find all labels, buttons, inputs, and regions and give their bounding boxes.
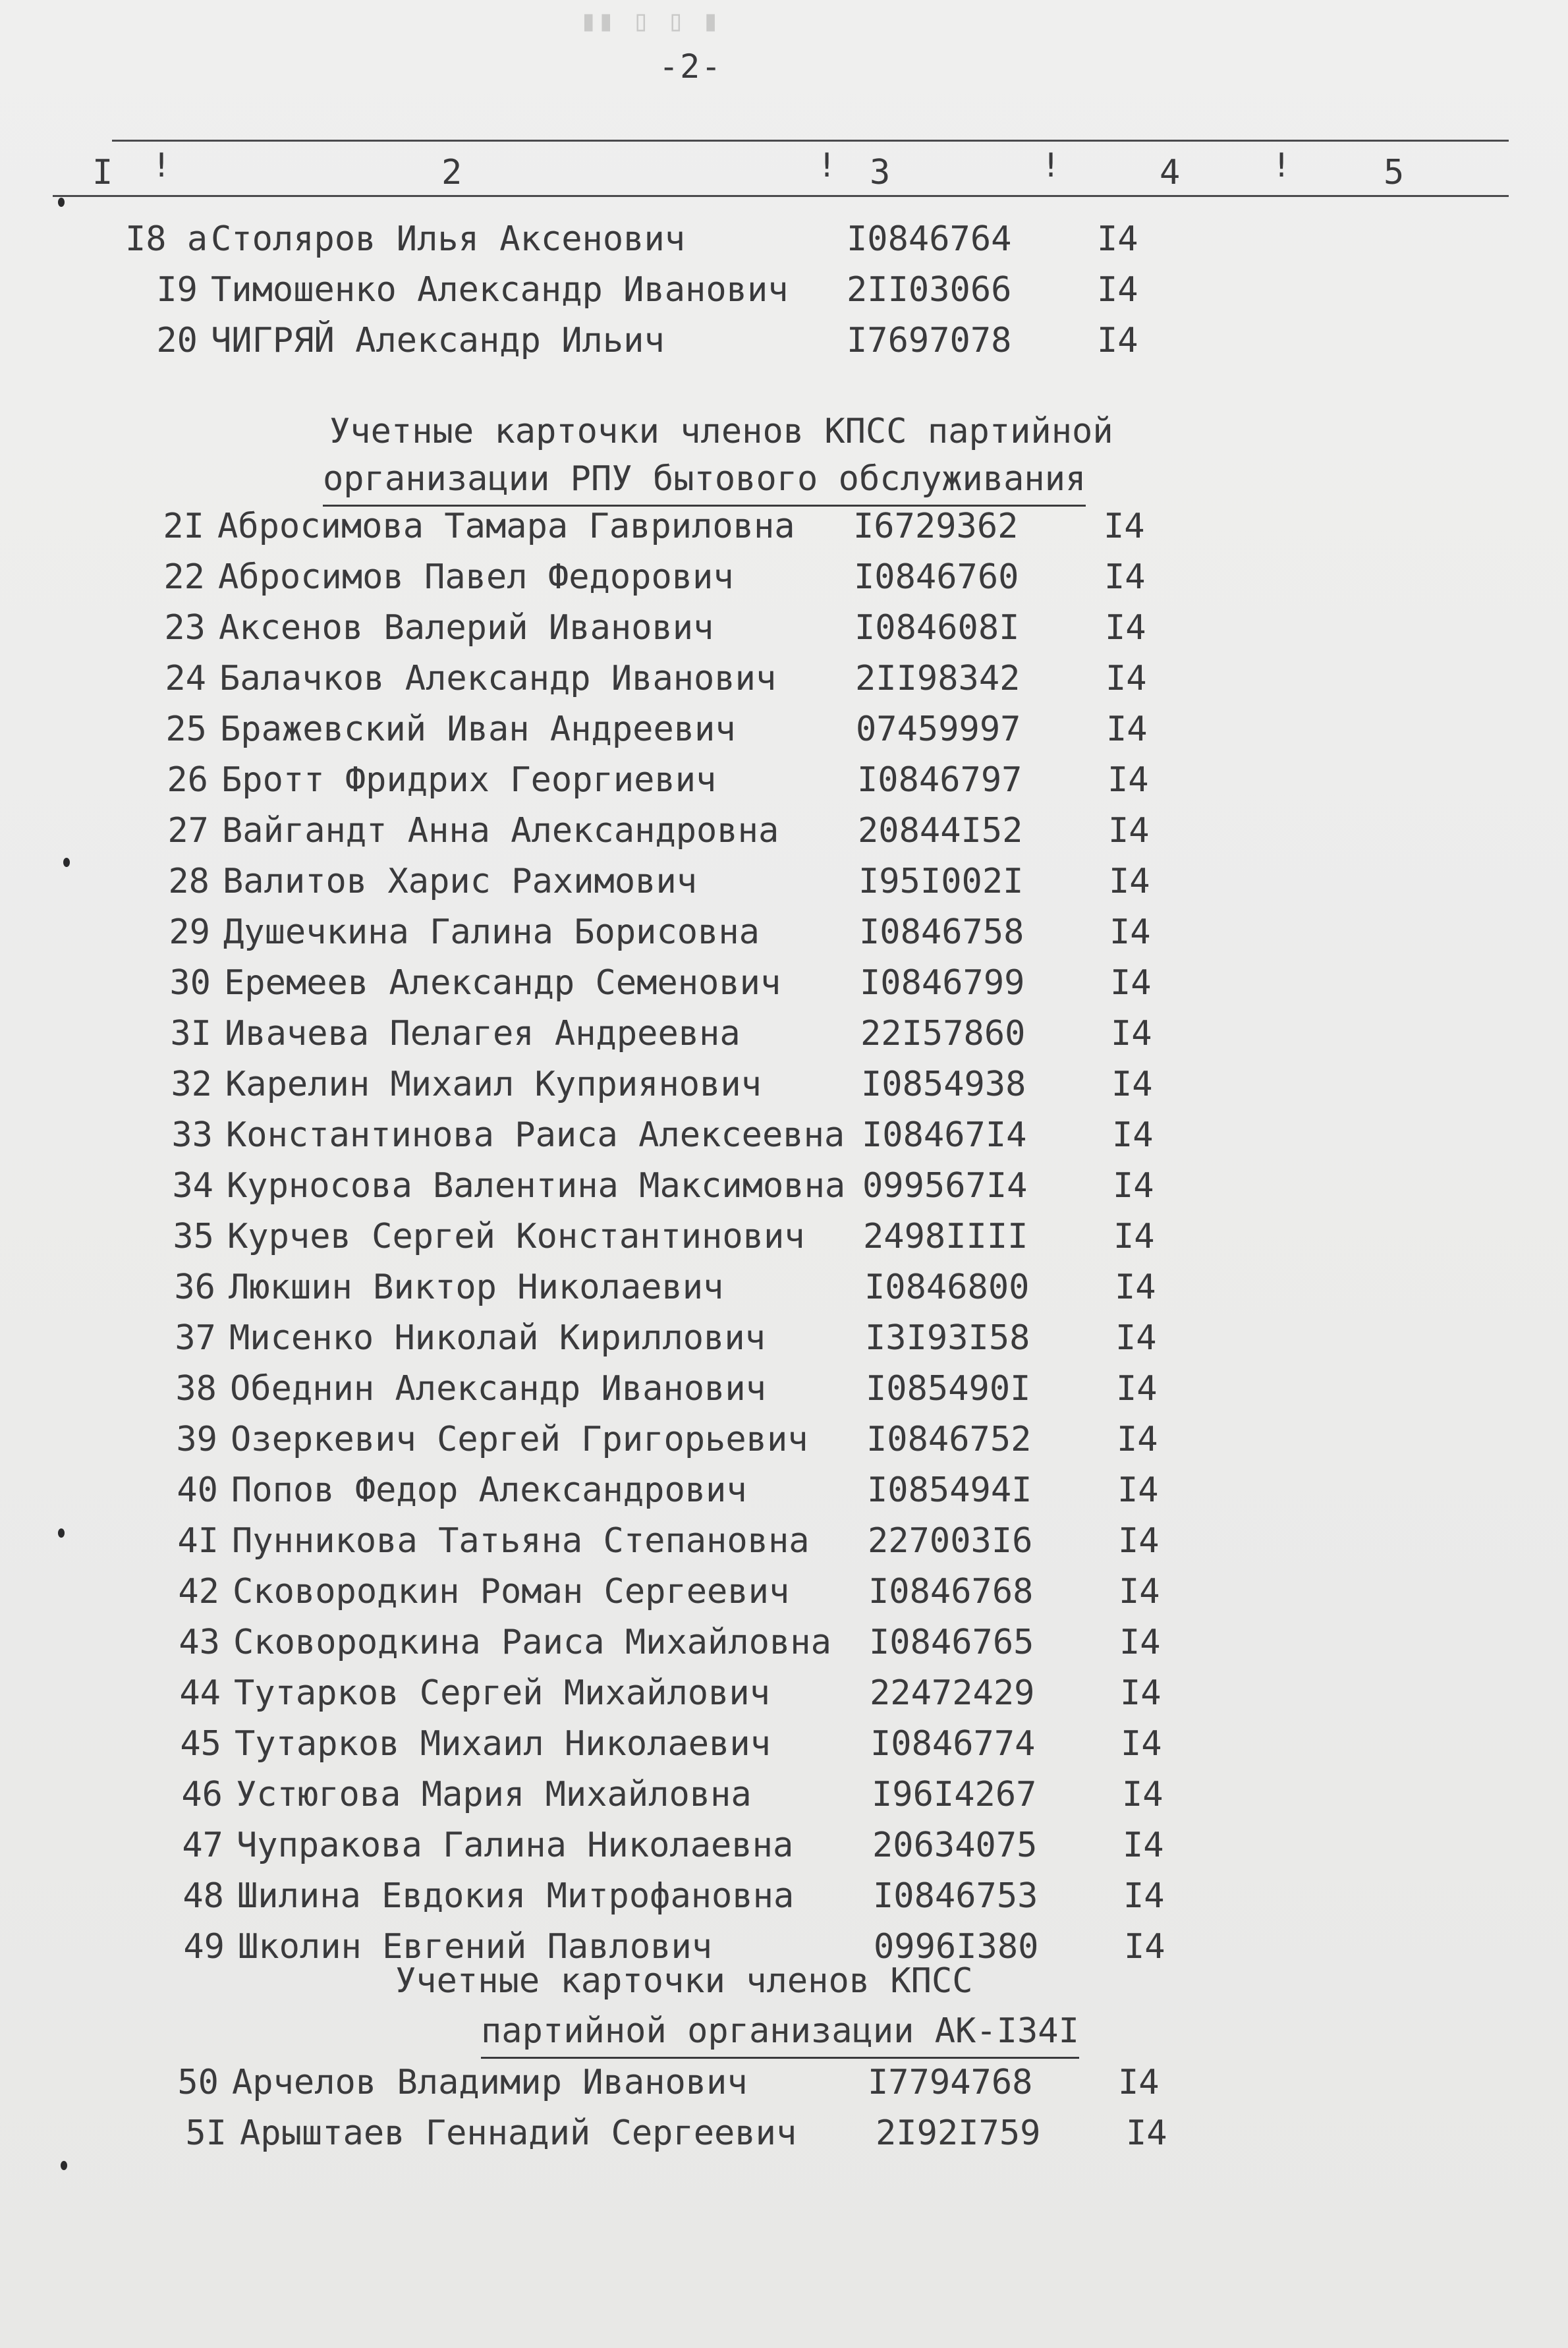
list-item (145, 1416, 1265, 1463)
member-name: Вайгандт Анна Александровна (222, 811, 779, 851)
list-item (150, 1772, 1270, 1818)
entry-quantity: I4 (1109, 862, 1150, 901)
list-item (146, 1467, 1266, 1513)
column-separator: ! (1041, 146, 1061, 184)
card-number: 2498IIII (863, 1217, 1028, 1256)
entry-quantity: I4 (1106, 659, 1147, 698)
list-item (125, 318, 1245, 364)
entry-number: 3I (170, 1014, 211, 1053)
card-number: I085494I (867, 1470, 1032, 1510)
member-name: Курчев Сергей Константинович (227, 1217, 805, 1256)
member-name: Озеркевич Сергей Григорьевич (231, 1420, 808, 1459)
member-name: Карелин Михаил Куприянович (225, 1065, 762, 1104)
list-item (154, 2110, 1274, 2156)
card-number: I08467I4 (862, 1115, 1027, 1155)
entry-number: 30 (169, 963, 211, 1003)
list-item (142, 1214, 1262, 1260)
entry-number: 22 (163, 557, 205, 597)
entry-number: 35 (173, 1217, 214, 1256)
entry-quantity: I4 (1119, 1572, 1160, 1611)
entry-number: 28 (168, 862, 210, 901)
member-name: Аксенов Валерий Иванович (219, 608, 714, 648)
entry-quantity: I4 (1122, 1775, 1163, 1814)
list-item (125, 267, 1245, 313)
list-item (133, 605, 1253, 651)
list-item (140, 1061, 1260, 1107)
card-number: I0846764 (847, 219, 1012, 259)
card-number: I0846800 (864, 1268, 1030, 1307)
entry-number: 24 (165, 659, 206, 698)
list-item (138, 909, 1258, 955)
card-number: I0846752 (866, 1420, 1032, 1459)
card-number: 099567I4 (862, 1166, 1028, 1206)
member-name: Пунникова Татьяна Степановна (232, 1521, 810, 1561)
list-item (139, 1011, 1259, 1057)
entry-quantity: I4 (1110, 963, 1152, 1003)
entry-number: 4I (177, 1521, 219, 1561)
card-number: 20844I52 (858, 811, 1023, 851)
list-item (134, 706, 1254, 752)
column-header-1: I (92, 153, 113, 192)
entry-number: 48 (182, 1876, 224, 1916)
member-name: Душечкина Галина Борисовна (223, 912, 760, 952)
entry-quantity: I4 (1104, 507, 1145, 546)
card-number: I085490I (866, 1369, 1031, 1409)
member-name: Бротт Фридрих Георгиевич (221, 760, 717, 800)
entry-quantity: I4 (1119, 1623, 1161, 1662)
entry-quantity: I4 (1115, 1268, 1156, 1307)
list-item (125, 216, 1245, 262)
card-number: I6729362 (853, 507, 1019, 546)
card-number: I0846758 (859, 912, 1024, 952)
list-item (152, 1873, 1272, 1919)
entry-number: 20 (156, 321, 198, 360)
margin-mark (58, 1528, 65, 1538)
card-number: I3I93I58 (865, 1318, 1030, 1358)
entry-number: 45 (180, 1724, 221, 1764)
member-name: Арыштаев Геннадий Сергеевич (240, 2113, 797, 2153)
margin-mark (61, 2161, 67, 2170)
card-number: I0846774 (870, 1724, 1036, 1764)
member-name: Бражевский Иван Андреевич (220, 710, 736, 749)
card-number: I0846765 (869, 1623, 1034, 1662)
member-name: Школин Евгений Павлович (238, 1927, 713, 1967)
card-number: 07459997 (856, 710, 1021, 749)
card-number: 20634075 (872, 1826, 1038, 1865)
list-item (138, 960, 1258, 1006)
card-number: I0846797 (857, 760, 1022, 800)
entry-quantity: I4 (1111, 1065, 1153, 1104)
entry-number: 50 (177, 2063, 219, 2102)
entry-number: 36 (174, 1268, 215, 1307)
member-name: Устюгова Мария Михайловна (236, 1775, 752, 1814)
entry-number: 44 (179, 1673, 221, 1713)
list-item (151, 1822, 1271, 1868)
column-header-5: 5 (1384, 153, 1405, 192)
list-item (141, 1163, 1261, 1209)
list-item (149, 1721, 1269, 1767)
entry-number: 40 (177, 1470, 218, 1510)
card-number: 2II98342 (855, 659, 1021, 698)
member-name: Люкшин Виктор Николаевич (229, 1268, 724, 1307)
entry-number: I8 а (125, 219, 208, 259)
column-header-3: 3 (870, 153, 891, 192)
entry-number: 39 (176, 1420, 217, 1459)
entry-quantity: I4 (1113, 1166, 1154, 1206)
list-item (132, 503, 1252, 549)
list-item (132, 554, 1252, 600)
member-name: Тимошенко Александр Иванович (211, 270, 789, 310)
card-number: I0846753 (873, 1876, 1038, 1916)
card-number: I0846760 (854, 557, 1019, 597)
member-name: Арчелов Владимир Иванович (232, 2063, 748, 2102)
column-header-2: 2 (441, 153, 462, 192)
entry-quantity: I4 (1116, 1369, 1158, 1409)
list-item (140, 1112, 1260, 1158)
entry-quantity: I4 (1117, 1470, 1159, 1510)
list-item (143, 1264, 1263, 1310)
entry-number: 26 (167, 760, 208, 800)
member-name: Мисенко Николай Кириллович (229, 1318, 766, 1358)
list-item (144, 1366, 1264, 1412)
margin-mark (58, 198, 65, 207)
card-number: I96I4267 (872, 1775, 1037, 1814)
entry-number: 5I (185, 2113, 227, 2153)
entry-number: 46 (181, 1775, 223, 1814)
member-name: Попов Федор Александрович (231, 1470, 747, 1510)
column-separator: ! (817, 146, 837, 184)
entry-quantity: I4 (1107, 760, 1149, 800)
card-number: 22I57860 (860, 1014, 1026, 1053)
bleed-through-marks: ▮▮ ▯ ▯ ▮ (580, 4, 719, 38)
member-name: Абросимова Тамара Гавриловна (217, 507, 795, 546)
member-name: Столяров Илья Аксенович (211, 219, 686, 259)
entry-quantity: I4 (1109, 912, 1151, 952)
column-header-4: 4 (1160, 153, 1181, 192)
list-item (137, 858, 1257, 905)
table-header-top-rule (112, 140, 1509, 142)
card-number: I084608I (854, 608, 1020, 648)
entry-quantity: I4 (1097, 270, 1138, 310)
section-2-heading-line2: партийной организации АК-I34I (481, 2008, 1079, 2059)
entry-quantity: I4 (1123, 1876, 1165, 1916)
member-name: Сковородкина Раиса Михайловна (233, 1623, 831, 1662)
member-name: Обеднин Александр Иванович (230, 1369, 766, 1409)
entry-quantity: I4 (1117, 1420, 1158, 1459)
entry-number: 34 (172, 1166, 213, 1206)
member-name: Абросимов Павел Федорович (218, 557, 734, 597)
card-number: I0854938 (861, 1065, 1026, 1104)
table-header-bottom-rule (53, 195, 1509, 197)
entry-number: 33 (171, 1115, 213, 1155)
list-item (134, 656, 1254, 702)
entry-quantity: I4 (1111, 1014, 1152, 1053)
member-name: Валитов Харис Рахимович (223, 862, 698, 901)
entry-quantity: I4 (1124, 1927, 1165, 1967)
entry-number: 38 (175, 1369, 217, 1409)
entry-number: 32 (171, 1065, 212, 1104)
member-name: Константинова Раиса Алексеевна (226, 1115, 845, 1155)
entry-number: 23 (164, 608, 206, 648)
entry-quantity: I4 (1115, 1318, 1157, 1358)
entry-quantity: I4 (1097, 219, 1138, 259)
entry-quantity: I4 (1105, 608, 1146, 648)
entry-quantity: I4 (1118, 2063, 1160, 2102)
entry-number: 37 (175, 1318, 216, 1358)
entry-quantity: I4 (1108, 811, 1150, 851)
entry-number: 2I (163, 507, 204, 546)
entry-quantity: I4 (1121, 1724, 1162, 1764)
member-name: ЧИГРЯЙ Александр Ильич (211, 321, 665, 360)
entry-number: 42 (178, 1572, 219, 1611)
member-name: Чупракова Галина Николаевна (237, 1826, 794, 1865)
list-item (148, 1670, 1268, 1716)
entry-quantity: I4 (1126, 2113, 1167, 2153)
entry-number: 47 (182, 1826, 223, 1865)
list-item (136, 808, 1256, 854)
member-name: Тутарков Михаил Николаевич (235, 1724, 771, 1764)
list-item (146, 1518, 1266, 1564)
member-name: Курносова Валентина Максимовна (227, 1166, 846, 1206)
card-number: 2II03066 (847, 270, 1012, 310)
card-number: I7794768 (868, 2063, 1033, 2102)
section-1-heading-line2: организации РПУ бытового обслуживания (323, 456, 1086, 507)
list-item (146, 2059, 1266, 2106)
entry-quantity: I4 (1106, 710, 1148, 749)
member-name: Шилина Евдокия Митрофановна (237, 1876, 795, 1916)
page-number: -2- (659, 47, 723, 86)
list-item (147, 1569, 1267, 1615)
entry-quantity: I4 (1123, 1826, 1164, 1865)
card-number: 22472429 (870, 1673, 1035, 1713)
member-name: Еремеев Александр Семенович (224, 963, 781, 1003)
entry-quantity: I4 (1104, 557, 1146, 597)
entry-number: 25 (165, 710, 207, 749)
card-number: I7697078 (847, 321, 1012, 360)
member-name: Сковородкин Роман Сергеевич (233, 1572, 790, 1611)
card-number: I0846799 (860, 963, 1025, 1003)
entry-quantity: I4 (1112, 1115, 1154, 1155)
list-item (148, 1619, 1268, 1665)
card-number: 2I92I759 (876, 2113, 1041, 2153)
entry-quantity: I4 (1113, 1217, 1155, 1256)
card-number: 227003I6 (868, 1521, 1033, 1561)
entry-number: I9 (156, 270, 198, 310)
member-name: Тутарков Сергей Михайлович (234, 1673, 770, 1713)
member-name: Ивачева Пелагея Андреевна (225, 1014, 741, 1053)
entry-quantity: I4 (1120, 1673, 1162, 1713)
entry-quantity: I4 (1097, 321, 1138, 360)
list-item (144, 1315, 1264, 1361)
entry-number: 29 (169, 912, 210, 952)
column-separator: ! (152, 146, 172, 184)
margin-mark (63, 858, 70, 867)
section-2-heading-line1: Учетные карточки членов КПСС (395, 1961, 973, 2001)
card-number: I0846768 (868, 1572, 1034, 1611)
card-number: 0996I380 (874, 1927, 1039, 1967)
column-separator: ! (1272, 146, 1292, 184)
entry-number: 43 (179, 1623, 220, 1662)
member-name: Балачков Александр Иванович (219, 659, 777, 698)
entry-quantity: I4 (1118, 1521, 1160, 1561)
entry-number: 27 (167, 811, 209, 851)
list-item (136, 757, 1256, 803)
card-number: I95I002I (858, 862, 1024, 901)
section-1-heading-line1: Учетные карточки членов КПСС партийной (329, 412, 1113, 451)
entry-number: 49 (183, 1927, 225, 1967)
